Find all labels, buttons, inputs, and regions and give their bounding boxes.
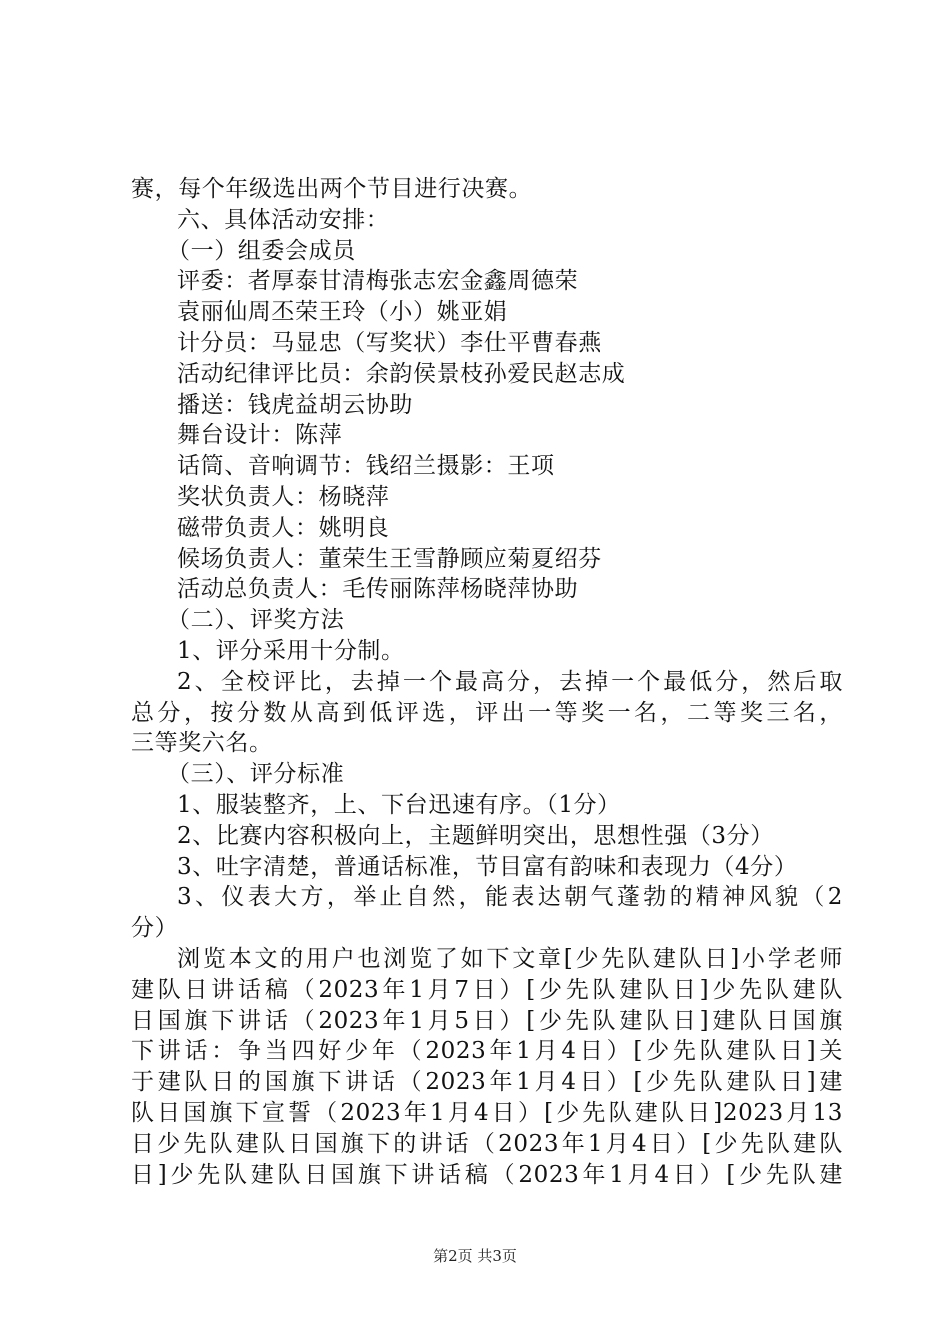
text-line: 分） bbox=[131, 915, 179, 942]
text-line: 播送：钱虎益胡云协助 bbox=[177, 391, 413, 418]
text-line: （三）、评分标准 bbox=[167, 761, 345, 788]
text-line: 计分员：马显忠（写奖状）李仕平曹春燕 bbox=[177, 329, 602, 356]
text-line: 日]少先队建队日国旗下讲话稿（2023年1月4日）[少先队建 bbox=[131, 1161, 843, 1188]
text-line: 于建队日的国旗下讲话（2023年1月4日）[少先队建队日]建 bbox=[131, 1069, 843, 1096]
text-line: 磁带负责人：姚明良 bbox=[177, 514, 390, 541]
text-line: 建队日讲话稿（2023年1月7日）[少先队建队日]少先队建队 bbox=[131, 976, 843, 1003]
text-line: 日少先队建队日国旗下的讲话（2023年1月4日）[少先队建队 bbox=[131, 1130, 843, 1157]
text-line: 话筒、音响调节：钱绍兰摄影：王项 bbox=[177, 453, 555, 480]
text-line: 赛，每个年级选出两个节目进行决赛。 bbox=[131, 176, 533, 202]
text-line: 3、仪表大方，举止自然，能表达朝气蓬勃的精神风貌（2 bbox=[177, 884, 843, 911]
text-line: 六、具体活动安排： bbox=[177, 206, 390, 233]
text-line: 下讲话：争当四好少年（2023年1月4日）[少先队建队日]关 bbox=[131, 1038, 843, 1065]
text-line: 2、比赛内容积极向上，主题鲜明突出，思想性强（3分） bbox=[177, 822, 774, 849]
text-line: 队日国旗下宣誓（2023年1月4日）[少先队建队日]2023月13 bbox=[131, 1099, 843, 1126]
text-line: （一）组委会成员 bbox=[167, 237, 356, 264]
text-line: 日国旗下讲话（2023年1月5日）[少先队建队日]建队日国旗 bbox=[131, 1007, 843, 1034]
text-line: （二）、评奖方法 bbox=[167, 607, 345, 634]
text-line: 1、服装整齐，上、下台迅速有序。（1分） bbox=[177, 791, 621, 818]
text-line: 奖状负责人：杨晓萍 bbox=[177, 483, 390, 510]
text-line: 评委：者厚泰甘清梅张志宏金鑫周德荣 bbox=[177, 268, 579, 295]
text-line: 总分，按分数从高到低评选，评出一等奖一名，二等奖三名， bbox=[131, 699, 843, 726]
text-line: 活动总负责人：毛传丽陈萍杨晓萍协助 bbox=[177, 576, 579, 603]
text-line: 2、全校评比，去掉一个最高分，去掉一个最低分，然后取 bbox=[177, 668, 843, 695]
text-line: 1、评分采用十分制。 bbox=[177, 637, 405, 664]
text-line: 三等奖六名。 bbox=[131, 730, 273, 757]
text-line: 袁丽仙周丕荣王玲（小）姚亚娟 bbox=[177, 299, 508, 326]
document-body bbox=[131, 174, 843, 1190]
text-line: 候场负责人：董荣生王雪静顾应菊夏绍芬 bbox=[177, 545, 602, 572]
page-footer: 第2页 共3页 bbox=[433, 1247, 517, 1265]
text-line: 浏览本文的用户也浏览了如下文章[少先队建队日]小学老师 bbox=[177, 945, 843, 972]
text-line: 舞台设计：陈萍 bbox=[177, 422, 343, 449]
text-line: 3、吐字清楚，普通话标准，节目富有韵味和表现力（4分） bbox=[177, 853, 798, 880]
text-line: 活动纪律评比员：余韵侯景枝孙爱民赵志成 bbox=[177, 360, 626, 387]
